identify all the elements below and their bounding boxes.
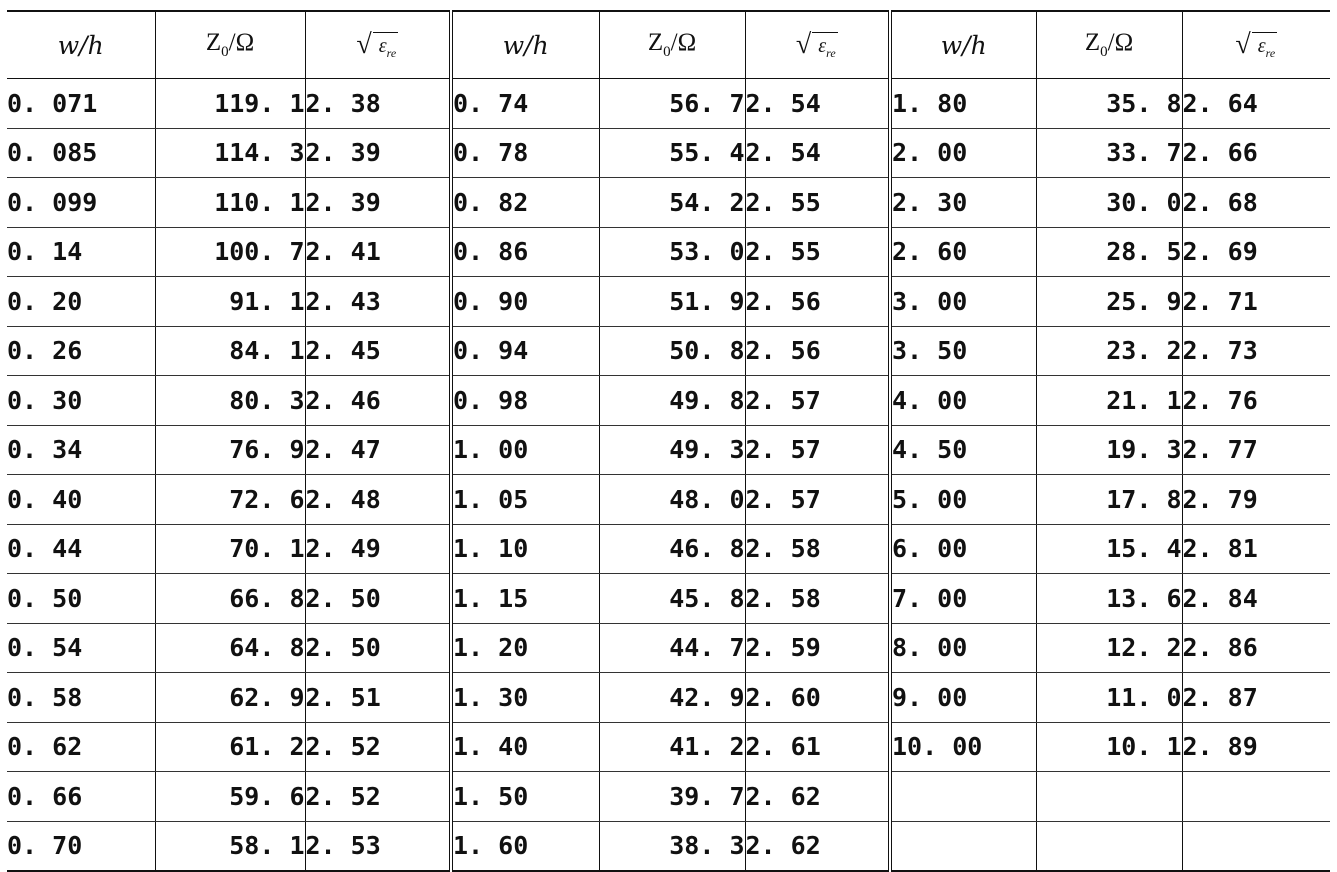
table-row <box>7 821 1330 871</box>
w-h-cell: 1. 50 <box>451 772 599 822</box>
z0-cell: 58. 1 <box>155 821 305 871</box>
z0-cell: 39. 7 <box>599 772 745 822</box>
w-h-cell: 0. 86 <box>451 227 599 277</box>
table-row <box>7 673 1330 723</box>
sqrt-eps-cell: 2. 55 <box>745 178 890 228</box>
sqrt-eps-cell: 2. 54 <box>745 128 890 178</box>
z0-cell: 84. 1 <box>155 326 305 376</box>
sqrt-eps-cell: 2. 50 <box>305 623 451 673</box>
sqrt-eps-cell: 2. 51 <box>305 673 451 723</box>
table-row <box>7 524 1330 574</box>
z0-cell: 50. 8 <box>599 326 745 376</box>
sqrt-eps-cell: 2. 56 <box>745 326 890 376</box>
sqrt-eps-cell: 2. 41 <box>305 227 451 277</box>
z0-cell: 64. 8 <box>155 623 305 673</box>
w-h-cell: 6. 00 <box>890 524 1036 574</box>
z0-cell: 49. 8 <box>599 376 745 426</box>
sqrt-eps-cell: 2. 57 <box>745 475 890 525</box>
sqrt-eps-cell: 2. 64 <box>1182 79 1330 129</box>
z0-cell: 17. 8 <box>1036 475 1182 525</box>
w-h-cell: 0. 30 <box>7 376 155 426</box>
z0-cell: 10. 1 <box>1036 722 1182 772</box>
w-h-cell: 1. 20 <box>451 623 599 673</box>
sqrt-eps-cell: 2. 62 <box>745 772 890 822</box>
sqrt-eps-cell: 2. 73 <box>1182 326 1330 376</box>
w-h-cell: 10. 00 <box>890 722 1036 772</box>
header-z0-1: $Z_0/\Omega$ <box>155 11 305 79</box>
w-h-cell: 1. 10 <box>451 524 599 574</box>
w-h-cell: 4. 00 <box>890 376 1036 426</box>
sqrt-eps-cell: 2. 55 <box>745 227 890 277</box>
z0-cell: 23. 2 <box>1036 326 1182 376</box>
z0-cell: 53. 0 <box>599 227 745 277</box>
header-w-h-1: w/h <box>7 11 155 79</box>
w-h-cell: 0. 14 <box>7 227 155 277</box>
z0-cell: 114. 3 <box>155 128 305 178</box>
table-row <box>7 79 1330 129</box>
z0-cell: 33. 7 <box>1036 128 1182 178</box>
table-row <box>7 574 1330 624</box>
z0-cell <box>1036 821 1182 871</box>
w-h-cell: 0. 94 <box>451 326 599 376</box>
sqrt-eps-cell: 2. 81 <box>1182 524 1330 574</box>
table-row <box>7 475 1330 525</box>
sqrt-eps-cell: 2. 49 <box>305 524 451 574</box>
z0-cell: 11. 0 <box>1036 673 1182 723</box>
z0-cell: 62. 9 <box>155 673 305 723</box>
sqrt-eps-cell: 2. 84 <box>1182 574 1330 624</box>
z0-cell: 35. 8 <box>1036 79 1182 129</box>
w-h-cell: 1. 80 <box>890 79 1036 129</box>
w-h-cell: 1. 15 <box>451 574 599 624</box>
sqrt-eps-cell: 2. 47 <box>305 425 451 475</box>
header-z0-3: $Z_0/\Omega$ <box>1036 11 1182 79</box>
sqrt-eps-cell: 2. 38 <box>305 79 451 129</box>
header-sqrt-eps-3: √ $\varepsilon_{re}$ <box>1182 11 1330 79</box>
w-h-cell: 1. 40 <box>451 722 599 772</box>
sqrt-eps-cell: 2. 76 <box>1182 376 1330 426</box>
z0-cell: 42. 9 <box>599 673 745 723</box>
sqrt-eps-cell: 2. 87 <box>1182 673 1330 723</box>
table-row <box>7 772 1330 822</box>
w-h-cell: 0. 20 <box>7 277 155 327</box>
table-row <box>7 623 1330 673</box>
z0-cell: 110. 1 <box>155 178 305 228</box>
w-h-cell: 0. 62 <box>7 722 155 772</box>
sqrt-eps-cell: 2. 89 <box>1182 722 1330 772</box>
z0-cell: 25. 9 <box>1036 277 1182 327</box>
sqrt-eps-cell: 2. 39 <box>305 178 451 228</box>
w-h-cell: 0. 085 <box>7 128 155 178</box>
w-h-cell: 0. 54 <box>7 623 155 673</box>
z0-cell: 19. 3 <box>1036 425 1182 475</box>
sqrt-eps-cell: 2. 54 <box>745 79 890 129</box>
w-h-cell: 3. 00 <box>890 277 1036 327</box>
z0-cell: 49. 3 <box>599 425 745 475</box>
w-h-cell: 7. 00 <box>890 574 1036 624</box>
w-h-cell: 0. 40 <box>7 475 155 525</box>
z0-cell: 72. 6 <box>155 475 305 525</box>
sqrt-eps-cell: 2. 58 <box>745 524 890 574</box>
sqrt-eps-cell <box>1182 821 1330 871</box>
sqrt-eps-cell: 2. 52 <box>305 722 451 772</box>
header-sqrt-eps-1: √ $\varepsilon_{re}$ <box>305 11 451 79</box>
z0-cell: 91. 1 <box>155 277 305 327</box>
w-h-cell: 0. 50 <box>7 574 155 624</box>
w-h-cell: 2. 60 <box>890 227 1036 277</box>
z0-cell: 59. 6 <box>155 772 305 822</box>
w-h-cell: 0. 82 <box>451 178 599 228</box>
w-h-cell <box>890 772 1036 822</box>
w-h-cell: 1. 60 <box>451 821 599 871</box>
table-row <box>7 128 1330 178</box>
header-row <box>7 11 1330 79</box>
sqrt-eps-cell: 2. 58 <box>745 574 890 624</box>
z0-cell: 45. 8 <box>599 574 745 624</box>
z0-cell: 119. 1 <box>155 79 305 129</box>
z0-cell: 55. 4 <box>599 128 745 178</box>
w-h-cell: 4. 50 <box>890 425 1036 475</box>
header-w-h-2: w/h <box>451 11 599 79</box>
w-h-cell: 0. 70 <box>7 821 155 871</box>
sqrt-eps-cell: 2. 57 <box>745 425 890 475</box>
z0-cell: 70. 1 <box>155 524 305 574</box>
z0-cell: 12. 2 <box>1036 623 1182 673</box>
header-z0-2: $Z_0/\Omega$ <box>599 11 745 79</box>
table-row <box>7 178 1330 228</box>
sqrt-eps-cell: 2. 71 <box>1182 277 1330 327</box>
z0-cell: 100. 7 <box>155 227 305 277</box>
w-h-cell: 0. 58 <box>7 673 155 723</box>
z0-cell: 76. 9 <box>155 425 305 475</box>
table-row <box>7 326 1330 376</box>
sqrt-eps-cell: 2. 59 <box>745 623 890 673</box>
w-h-cell: 2. 00 <box>890 128 1036 178</box>
sqrt-eps-cell: 2. 52 <box>305 772 451 822</box>
z0-cell: 44. 7 <box>599 623 745 673</box>
header-sqrt-eps-2: √ $\varepsilon_{re}$ <box>745 11 890 79</box>
z0-cell <box>1036 772 1182 822</box>
sqrt-eps-cell: 2. 43 <box>305 277 451 327</box>
table-row <box>7 376 1330 426</box>
z0-cell: 66. 8 <box>155 574 305 624</box>
table-row <box>7 722 1330 772</box>
w-h-cell: 8. 00 <box>890 623 1036 673</box>
w-h-cell: 1. 00 <box>451 425 599 475</box>
sqrt-eps-cell: 2. 77 <box>1182 425 1330 475</box>
z0-cell: 46. 8 <box>599 524 745 574</box>
microstrip-impedance-table <box>7 10 1330 872</box>
sqrt-eps-cell: 2. 56 <box>745 277 890 327</box>
w-h-cell <box>890 821 1036 871</box>
sqrt-eps-cell: 2. 79 <box>1182 475 1330 525</box>
w-h-cell: 5. 00 <box>890 475 1036 525</box>
z0-cell: 80. 3 <box>155 376 305 426</box>
z0-cell: 41. 2 <box>599 722 745 772</box>
w-h-cell: 0. 26 <box>7 326 155 376</box>
w-h-cell: 0. 099 <box>7 178 155 228</box>
w-h-cell: 3. 50 <box>890 326 1036 376</box>
w-h-cell: 0. 071 <box>7 79 155 129</box>
z0-cell: 13. 6 <box>1036 574 1182 624</box>
sqrt-eps-cell: 2. 61 <box>745 722 890 772</box>
sqrt-eps-cell: 2. 53 <box>305 821 451 871</box>
sqrt-eps-cell: 2. 57 <box>745 376 890 426</box>
z0-cell: 51. 9 <box>599 277 745 327</box>
z0-cell: 30. 0 <box>1036 178 1182 228</box>
z0-cell: 15. 4 <box>1036 524 1182 574</box>
sqrt-eps-cell <box>1182 772 1330 822</box>
sqrt-eps-cell: 2. 60 <box>745 673 890 723</box>
w-h-cell: 0. 74 <box>451 79 599 129</box>
z0-cell: 38. 3 <box>599 821 745 871</box>
sqrt-eps-cell: 2. 68 <box>1182 178 1330 228</box>
sqrt-eps-cell: 2. 69 <box>1182 227 1330 277</box>
sqrt-eps-cell: 2. 50 <box>305 574 451 624</box>
sqrt-eps-cell: 2. 39 <box>305 128 451 178</box>
sqrt-eps-cell: 2. 66 <box>1182 128 1330 178</box>
w-h-cell: 0. 90 <box>451 277 599 327</box>
w-h-cell: 1. 30 <box>451 673 599 723</box>
table-row <box>7 277 1330 327</box>
w-h-cell: 0. 98 <box>451 376 599 426</box>
z0-cell: 21. 1 <box>1036 376 1182 426</box>
sqrt-eps-cell: 2. 62 <box>745 821 890 871</box>
sqrt-eps-cell: 2. 45 <box>305 326 451 376</box>
w-h-cell: 0. 66 <box>7 772 155 822</box>
w-h-cell: 2. 30 <box>890 178 1036 228</box>
z0-cell: 28. 5 <box>1036 227 1182 277</box>
table-row <box>7 425 1330 475</box>
w-h-cell: 0. 34 <box>7 425 155 475</box>
w-h-cell: 0. 44 <box>7 524 155 574</box>
w-h-cell: 0. 78 <box>451 128 599 178</box>
z0-cell: 48. 0 <box>599 475 745 525</box>
w-h-cell: 1. 05 <box>451 475 599 525</box>
z0-cell: 56. 7 <box>599 79 745 129</box>
sqrt-eps-cell: 2. 46 <box>305 376 451 426</box>
table-row <box>7 227 1330 277</box>
z0-cell: 61. 2 <box>155 722 305 772</box>
header-w-h-3: w/h <box>890 11 1036 79</box>
sqrt-eps-cell: 2. 86 <box>1182 623 1330 673</box>
table-body <box>7 79 1330 872</box>
sqrt-eps-cell: 2. 48 <box>305 475 451 525</box>
z0-cell: 54. 2 <box>599 178 745 228</box>
w-h-cell: 9. 00 <box>890 673 1036 723</box>
